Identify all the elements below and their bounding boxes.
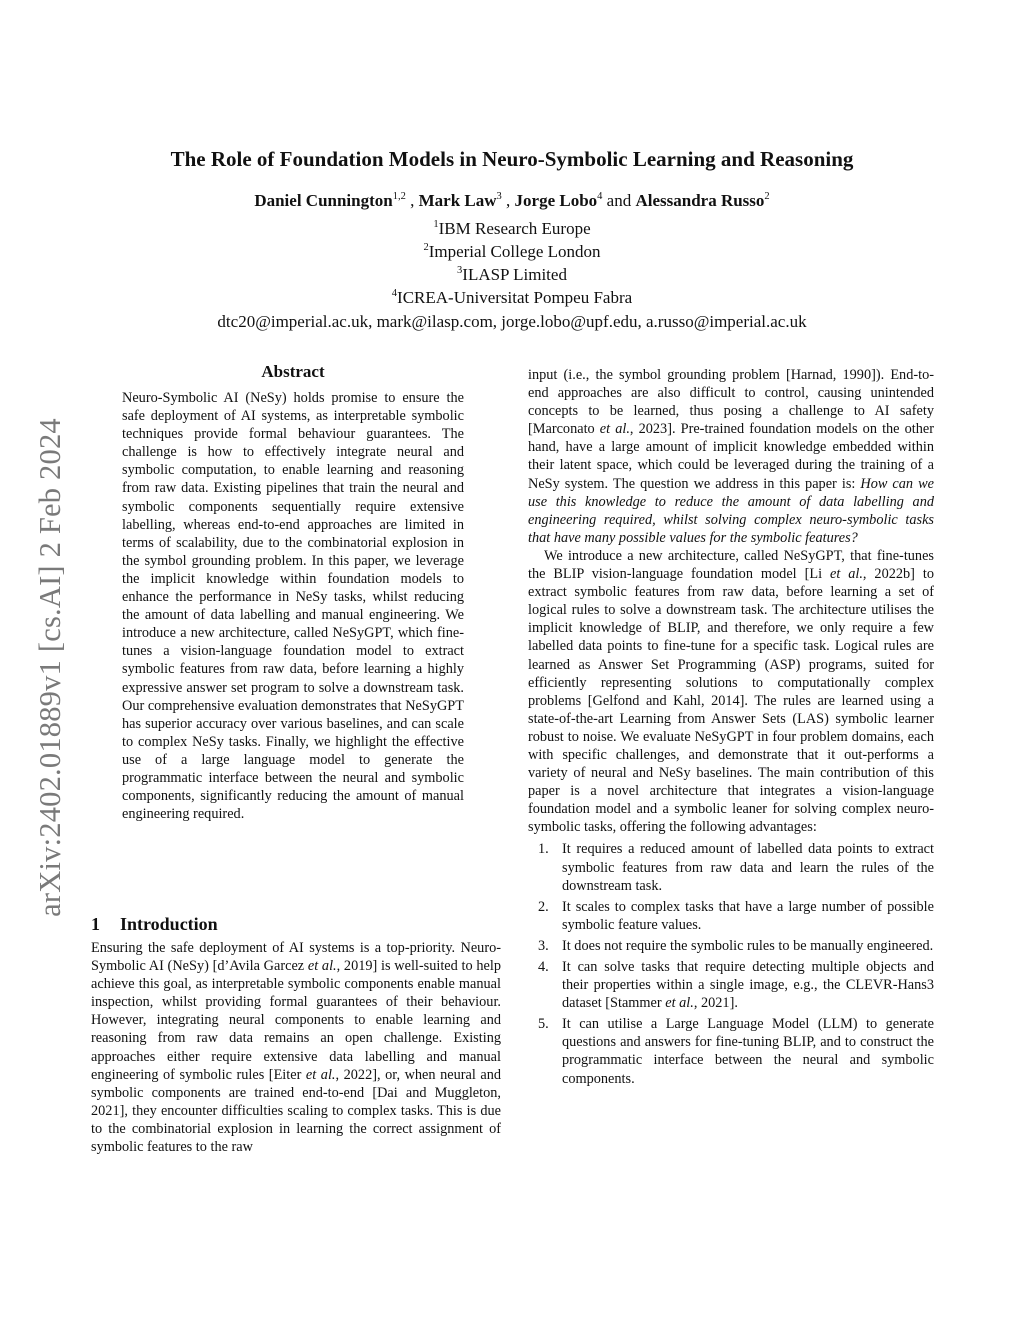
affiliation: $^4$ICREA-Universitat Pompeu Fabra	[391, 288, 633, 307]
affiliation: $^2$Imperial College London	[423, 242, 601, 261]
abstract-heading: Abstract	[261, 362, 325, 381]
introduction-paragraph: Ensuring the safe deployment of AI systems is a top-priority. Neuro-Symbolic AI (NeSy) [d’Avila Garcez et al., 2019] is well-suited to help achieve this goal, as interpretable symbolic components enable manual inspection, whilst providing formal guarantees of their behaviour. However, integrating neural components to enable learning and reasoning from raw data remains an open challenge. Existing approaches either require extensive data labelling and manual engineering of symbolic rules [Eiter et al., 2022], or, when neural and symbolic components are trained end-to-end [Dai and Muggleton, 2021], they encounter difficulties scaling to complex tasks. This is due to the combinatorial explosion in learning the correct assignment of symbolic features to the raw	[91, 940, 502, 1156]
author: Daniel Cunnington$^{1,2}$ ,	[254, 191, 419, 210]
author-emails: dtc20@imperial.ac.uk, mark@ilasp.com, jorge.lobo@upf.edu, a.russo@imperial.ac.uk	[217, 312, 807, 331]
author: Jorge Lobo$^4$ and	[514, 191, 636, 210]
advantages-list	[528, 840, 934, 1087]
list-item: 3. It does not require the symbolic rules to be manually engineered.	[538, 937, 934, 954]
arxiv-identifier: arXiv:2402.01889v1 [cs.AI] 2 Feb 2024	[32, 417, 67, 917]
abstract-text: Neuro-Symbolic AI (NeSy) holds promise to ensure the safe deployment of AI systems, as interpretable symbolic techniques provide formal behaviour guarantees. The challenge is how to effectively integrate neural and symbolic computation, to enable learning and reasoning from raw data. Existing pipelines that train the neural and symbolic components sequentially require extensive labelling, whereas end-to-end approaches are limited in terms of scalability, due to the combinatorial explosion in the symbol grounding problem. In this paper, we leverage the implicit knowledge within foundation models to enhance the performance in NeSy tasks, whilst reducing the amount of data labelling and manual engineering. We introduce a new architecture, called NeSyGPT, which fine-tunes a vision-language foundation model to extract symbolic features from raw data, before learning a highly expressive answer set program to solve a downstream task. Our comprehensive evaluation demonstrates that NeSyGPT has superior accuracy over various baselines, and can scale to complex NeSy tasks. Finally, we highlight the effective use of a large language model to generate the programmatic interface between the neural and symbolic components, significantly reducing the amount of manual engineering required.	[122, 390, 464, 823]
list-item: 4. It can solve tasks that require detecting multiple objects and their properties within a single image, e.g., the CLEVR-Hans3 dataset [Stammer et al., 2021].	[538, 959, 934, 1012]
affiliation: $^1$IBM Research Europe	[433, 219, 591, 238]
author: Alessandra Russo$^2$	[635, 191, 770, 210]
affiliation: $^3$ILASP Limited	[457, 265, 567, 284]
section-heading-introduction: 1 Introduction	[91, 914, 218, 934]
introduction-paragraph: input (i.e., the symbol grounding problem [Harnad, 1990]). End-to-end approaches are also difficult to control, causing unintended concepts to be learned, thus posing a challenge to AI safety [Marconato et al., 2023]. Pre-trained foundation models on the other hand, have a large amount of implicit knowledge embedded within their latent space, which could be leveraged during the training of a NeSy system. The question we address in this paper is: How can we use this knowledge to reduce the amount of data labelling and engineering required, whilst solving complex neuro-symbolic tasks that have many possible values for the symbolic features?	[528, 367, 935, 546]
list-item: 5. It can utilise a Large Language Model (LLM) to generate questions and answers for fine-tuning BLIP, and to construct the programmatic interface between the neural and symbolic components.	[538, 1016, 934, 1087]
list-item: 2. It scales to complex tasks that have a large number of possible symbolic feature values.	[538, 898, 934, 933]
introduction-paragraph: We introduce a new architecture, called NeSyGPT, that fine-tunes the BLIP vision-language foundation model [Li et al., 2022b] to extract symbolic features from raw data, before learning a set of logical rules to solve a downstream task. The architecture utilises the implicit knowledge of BLIP, and therefore, we only require a few labelled data points to fine-tune for a specific task. Logical rules are learned as Answer Set Programming (ASP) programs, suited for efficiently representing solutions to computationally complex problems [Gelfond and Kahl, 2014]. The rules are learned using a state-of-the-art Learning from Answer Sets (LAS) symbolic learner robust to noise. We evaluate NeSyGPT in four problem domains, each with specific challenges, and demonstrate that it out-performs a variety of neural and NeSy baselines. The main contribution of this paper is a novel architecture that integrates a vision-language foundation model and a symbolic leaner for solving complex neuro-symbolic tasks, offering the following advantages:	[528, 547, 934, 836]
author-list	[0, 188, 1024, 214]
right-column-text	[528, 366, 934, 1091]
paper-title: The Role of Foundation Models in Neuro-Symbolic Learning and Reasoning	[170, 147, 854, 171]
list-item: 1. It requires a reduced amount of labelled data points to extract symbolic features from raw data and learn the rules of the downstream task.	[538, 841, 934, 894]
author: Mark Law$^3$ ,	[418, 191, 515, 210]
